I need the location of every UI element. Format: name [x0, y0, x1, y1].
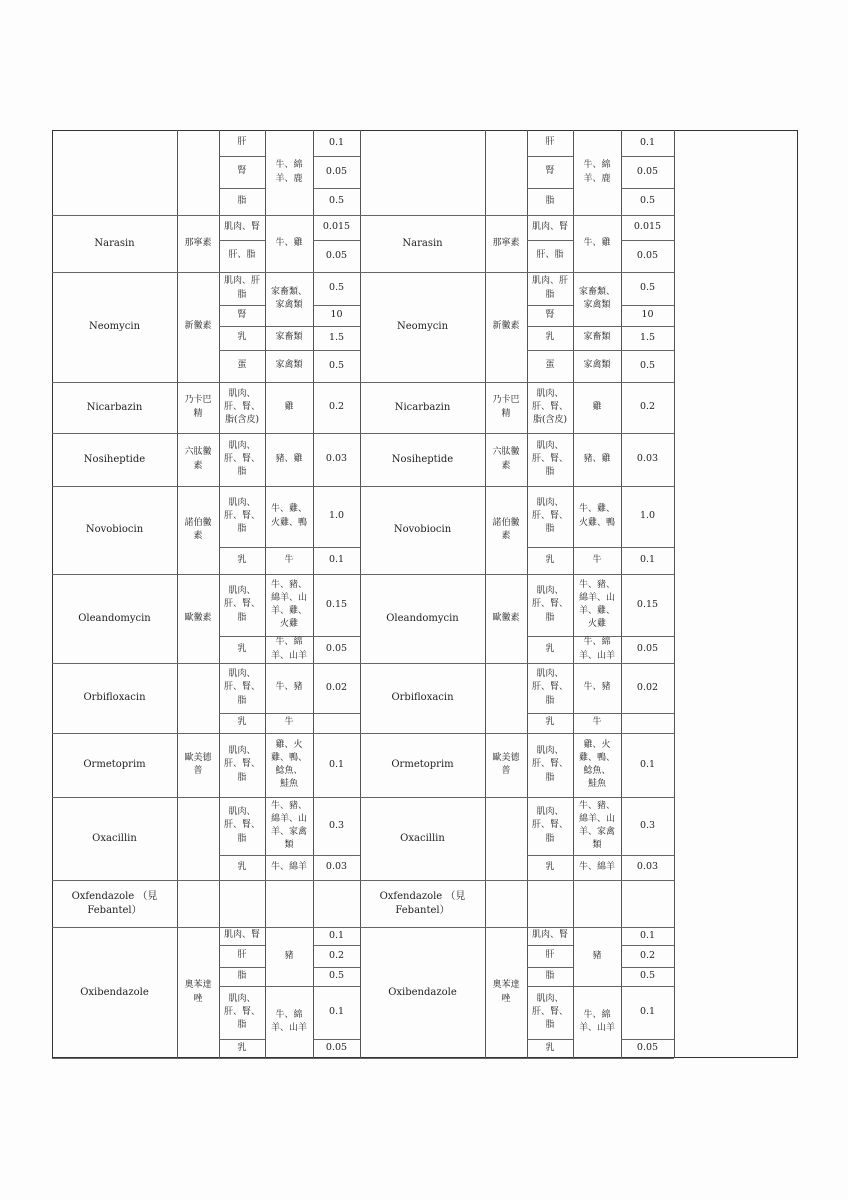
drug-name-en: Neomycin [396, 321, 449, 333]
tissue-cell: 肌肉、肝 脂 [223, 276, 260, 300]
tissue-cell: 肝 [237, 137, 247, 148]
drug-name-en: Oxibendazole [388, 986, 457, 998]
species-cell: 牛、雞 [275, 237, 303, 248]
species-cell: 家畜類、 家禽類 [578, 286, 615, 310]
species-cell: 牛、豬、 綿羊、山 羊、家禽 類 [270, 800, 307, 851]
mrl-value-cell: 0.015 [322, 221, 351, 233]
mrl-value-cell: 0.05 [636, 165, 659, 177]
mrl-value-cell: 0.05 [325, 643, 348, 655]
mrl-value-cell: 0.2 [639, 401, 656, 413]
drug-name-en: Orbifloxacin [83, 692, 146, 704]
drug-name-zh [485, 797, 527, 880]
drug-name-en: Oleandomycin [78, 612, 151, 624]
mrl-value-cell: 0.015 [633, 221, 662, 233]
drug-name-zh: 那寧素 [184, 237, 212, 248]
species-cell: 家畜類 [583, 332, 611, 343]
tissue-cell: 肌肉、 肝、腎、 脂 [531, 586, 568, 623]
tissue-cell: 乳 [545, 554, 555, 565]
species-cell: 家禽類 [275, 360, 303, 371]
mrl-value-cell: 1.5 [328, 331, 345, 343]
tissue-cell: 肌肉、 肝、腎、 脂(含皮) [223, 388, 260, 426]
drug-name-en: Ormetoprim [391, 759, 454, 771]
tissue-cell: 乳 [237, 861, 247, 872]
species-cell: 牛、豬 [275, 682, 303, 693]
mrl-value-cell: 0.05 [636, 643, 659, 655]
tissue-cell: 乳 [237, 332, 247, 343]
mrl-value-cell: 10 [330, 309, 343, 321]
drug-name-en: Ormetoprim [83, 759, 146, 771]
species-cell: 牛 [592, 717, 602, 728]
tissue-cell: 乳 [237, 1042, 247, 1053]
species-cell: 雞、火 雞、鴨、 鯰魚、 鮭魚 [270, 739, 307, 790]
mrl-value-cell: 0.05 [636, 1042, 659, 1054]
drug-name-zh: 乃卡巴 精 [184, 395, 212, 419]
mrl-value-cell: 0.1 [639, 929, 656, 941]
tissue-cell: 肝 [545, 950, 555, 961]
drug-name-en: Novobiocin [85, 524, 144, 536]
mrl-value-cell: 0.15 [325, 598, 348, 610]
species-cell: 牛、豬、 綿羊、山 羊、家禽 類 [578, 800, 615, 851]
mrl-value-cell: 0.1 [328, 758, 345, 770]
drug-name-en [52, 130, 177, 215]
species-cell: 牛、綿羊 [578, 861, 615, 872]
mrl-value-cell: 0.2 [328, 401, 345, 413]
drug-name-zh [177, 663, 219, 733]
tissue-cell: 肌肉、 肝、腎、 脂 [531, 669, 568, 706]
tissue-cell [527, 880, 573, 927]
tissue-cell: 肌肉、 肝、腎、 脂 [223, 586, 260, 623]
drug-name-zh: 新黴素 [492, 321, 520, 332]
mrl-value-cell: 0.03 [636, 453, 659, 465]
mrl-value-cell: 0.05 [325, 1042, 348, 1054]
drug-name-en: Orbifloxacin [391, 692, 454, 704]
drug-name-en [360, 130, 485, 215]
drug-name-zh: 諾伯黴 素 [492, 517, 520, 541]
mrl-value-cell: 0.05 [325, 165, 348, 177]
drug-name-en: Neomycin [88, 321, 141, 333]
tissue-cell: 肌肉、 肝、腎、 脂 [531, 807, 568, 844]
tissue-cell: 肌肉、腎 [223, 930, 260, 941]
species-cell: 豬、雞 [583, 453, 611, 464]
species-cell: 牛、豬、 綿羊、山 羊、雞、 火雞 [578, 579, 615, 630]
tissue-cell: 乳 [545, 643, 555, 654]
mrl-value-cell [313, 713, 360, 733]
drug-name-zh: 奧苯達 唑 [492, 980, 520, 1004]
mrl-value-cell: 0.3 [328, 819, 345, 831]
mrl-value-cell: 0.02 [636, 681, 659, 693]
drug-name-en: Oxfendazole （見 Febantel） [379, 891, 466, 916]
drug-name-zh [485, 880, 527, 927]
tissue-cell: 肌肉、 肝、腎、 脂 [531, 497, 568, 535]
tissue-cell: 腎 [545, 166, 555, 177]
species-cell: 豬、雞 [275, 453, 303, 464]
mrl-value-cell: 1.0 [328, 510, 345, 522]
species-cell: 牛、綿 羊、鹿 [583, 160, 611, 184]
species-cell: 牛 [592, 554, 602, 565]
tissue-cell: 肌肉、 肝、腎、 脂 [223, 993, 260, 1031]
table-horizontal-rule [52, 1058, 360, 1059]
mrl-value-cell: 0.15 [636, 598, 659, 610]
tissue-cell: 乳 [545, 332, 555, 343]
tissue-cell: 肌肉、 肝、腎、 脂 [531, 746, 568, 783]
tissue-cell: 肌肉、 肝、腎、 脂(含皮) [531, 388, 568, 426]
mrl-value-cell: 0.5 [639, 282, 656, 294]
mrl-value-cell: 0.03 [636, 861, 659, 873]
tissue-cell: 乳 [545, 861, 555, 872]
drug-name-en: Oxacillin [400, 832, 445, 844]
drug-name-zh: 乃卡巴 精 [492, 395, 520, 419]
tissue-cell: 脂 [545, 970, 555, 981]
table-horizontal-rule [360, 1058, 674, 1059]
species-cell: 豬 [592, 950, 602, 961]
tissue-cell: 脂 [545, 195, 555, 206]
tissue-cell: 乳 [237, 717, 247, 728]
mrl-value-cell: 0.3 [639, 819, 656, 831]
drug-name-en: Oxacillin [92, 832, 137, 844]
species-cell: 雞、火 雞、鴨、 鯰魚、 鮭魚 [578, 739, 615, 790]
mrl-value-cell: 0.02 [325, 681, 348, 693]
tissue-cell: 肌肉、腎 [531, 221, 568, 232]
tissue-cell: 腎 [237, 166, 247, 177]
mrl-value-cell: 0.5 [639, 970, 656, 982]
drug-name-en: Nosiheptide [391, 453, 454, 465]
mrl-value-cell: 0.2 [639, 949, 656, 961]
species-cell: 牛、雞、 火雞、鴨 [270, 504, 307, 528]
tissue-cell: 乳 [545, 717, 555, 728]
species-cell: 牛 [284, 554, 294, 565]
tissue-cell: 腎 [237, 309, 247, 320]
mrl-value-cell: 0.5 [328, 970, 345, 982]
mrl-value-cell [621, 713, 674, 733]
tissue-cell: 乳 [545, 1042, 555, 1053]
drug-name-zh [485, 130, 527, 215]
table-vertical-rule [674, 130, 675, 1058]
mrl-value-cell: 1.0 [639, 510, 656, 522]
tissue-cell: 肌肉、 肝、腎、 脂 [531, 440, 568, 478]
drug-name-zh [485, 663, 527, 733]
mrl-value-cell: 0.1 [639, 136, 656, 148]
tissue-cell: 肝 [237, 950, 247, 961]
drug-name-en: Nosiheptide [83, 453, 146, 465]
drug-name-en: Novobiocin [393, 524, 452, 536]
mrl-value-cell: 0.5 [639, 359, 656, 371]
species-cell [265, 880, 313, 927]
mrl-value-cell: 0.5 [328, 195, 345, 207]
species-cell [573, 880, 621, 927]
drug-name-zh: 歐黴素 [492, 612, 520, 623]
tissue-cell: 肝 [545, 137, 555, 148]
mrl-value-cell: 0.1 [328, 1006, 345, 1018]
mrl-value-cell: 0.1 [328, 929, 345, 941]
tissue-cell: 乳 [237, 554, 247, 565]
tissue-cell: 脂 [237, 195, 247, 206]
species-cell: 牛、綿 羊、鹿 [275, 160, 303, 184]
mrl-value-cell: 0.03 [325, 861, 348, 873]
mrl-value-cell: 0.1 [328, 136, 345, 148]
mrl-value-cell: 0.5 [328, 359, 345, 371]
drug-name-zh: 歐美德 普 [492, 752, 520, 776]
tissue-cell: 肌肉、 肝、腎、 脂 [223, 807, 260, 844]
drug-name-en: Nicarbazin [394, 401, 451, 413]
tissue-cell: 肌肉、腎 [531, 930, 568, 941]
species-cell: 牛、綿羊 [270, 861, 307, 872]
tissue-cell: 肝、脂 [228, 250, 256, 261]
species-cell: 雞 [592, 401, 602, 412]
drug-name-en: Oxibendazole [80, 986, 149, 998]
tissue-cell: 肌肉、 肝、腎、 脂 [223, 440, 260, 478]
mrl-value-cell: 0.1 [639, 1006, 656, 1018]
mrl-value-cell [621, 880, 674, 927]
tissue-cell: 肌肉、 肝、腎、 脂 [223, 497, 260, 535]
tissue-cell: 肝、脂 [536, 250, 564, 261]
drug-name-zh [177, 130, 219, 215]
species-cell: 家畜類、 家禽類 [270, 286, 307, 310]
drug-name-zh: 奧苯達 唑 [184, 980, 212, 1004]
tissue-cell: 蛋 [545, 360, 555, 371]
tissue-cell: 脂 [237, 970, 247, 981]
drug-name-zh: 那寧素 [492, 237, 520, 248]
species-cell: 豬 [284, 950, 294, 961]
mrl-value-cell: 0.5 [328, 282, 345, 294]
tissue-cell: 肌肉、 肝、腎、 脂 [531, 993, 568, 1031]
tissue-cell: 蛋 [237, 360, 247, 371]
mrl-value-cell: 0.1 [328, 554, 345, 566]
species-cell: 牛、雞 [583, 237, 611, 248]
drug-name-en: Narasin [402, 237, 443, 249]
drug-name-zh: 六肽黴 素 [184, 447, 212, 471]
species-cell: 家畜類 [275, 332, 303, 343]
drug-name-en: Nicarbazin [86, 401, 143, 413]
drug-name-zh: 新黴素 [184, 321, 212, 332]
drug-name-en: Oleandomycin [386, 612, 459, 624]
species-cell: 牛、豬、 綿羊、山 羊、雞、 火雞 [270, 579, 307, 630]
mrl-value-cell: 0.5 [639, 195, 656, 207]
tissue-cell: 乳 [237, 643, 247, 654]
mrl-value-cell: 10 [641, 309, 654, 321]
mrl-value-cell: 0.05 [325, 249, 348, 261]
tissue-cell: 肌肉、肝 脂 [531, 276, 568, 300]
drug-name-zh: 歐黴素 [184, 612, 212, 623]
mrl-value-cell: 0.1 [639, 554, 656, 566]
species-cell: 牛、雞、 火雞、鴨 [578, 504, 615, 528]
drug-name-en: Oxfendazole （見 Febantel） [71, 891, 158, 916]
species-cell: 牛、綿 羊、山羊 [270, 637, 307, 661]
mrl-value-cell [313, 880, 360, 927]
tissue-cell: 肌肉、腎 [223, 221, 260, 232]
species-cell: 牛、綿 羊、山羊 [578, 1009, 615, 1033]
species-cell: 牛 [284, 717, 294, 728]
tissue-cell [219, 880, 265, 927]
drug-name-zh [177, 880, 219, 927]
tissue-cell: 腎 [545, 309, 555, 320]
mrl-value-cell: 0.05 [636, 249, 659, 261]
drug-name-zh: 諾伯黴 素 [184, 517, 212, 541]
mrl-value-cell: 0.03 [325, 453, 348, 465]
species-cell: 雞 [284, 401, 294, 412]
drug-name-zh: 六肽黴 素 [492, 447, 520, 471]
species-cell: 牛、綿 羊、山羊 [578, 637, 615, 661]
species-cell: 牛、綿 羊、山羊 [270, 1009, 307, 1033]
drug-name-zh [177, 797, 219, 880]
mrl-value-cell: 1.5 [639, 331, 656, 343]
drug-name-en: Narasin [94, 237, 135, 249]
tissue-cell: 肌肉、 肝、腎、 脂 [223, 669, 260, 706]
tissue-cell: 肌肉、 肝、腎、 脂 [223, 746, 260, 783]
species-cell: 牛、豬 [583, 682, 611, 693]
mrl-comparison-table [52, 130, 798, 1058]
mrl-value-cell: 0.1 [639, 758, 656, 770]
drug-name-zh: 歐美德 普 [184, 752, 212, 776]
mrl-value-cell: 0.2 [328, 949, 345, 961]
species-cell: 家禽類 [583, 360, 611, 371]
